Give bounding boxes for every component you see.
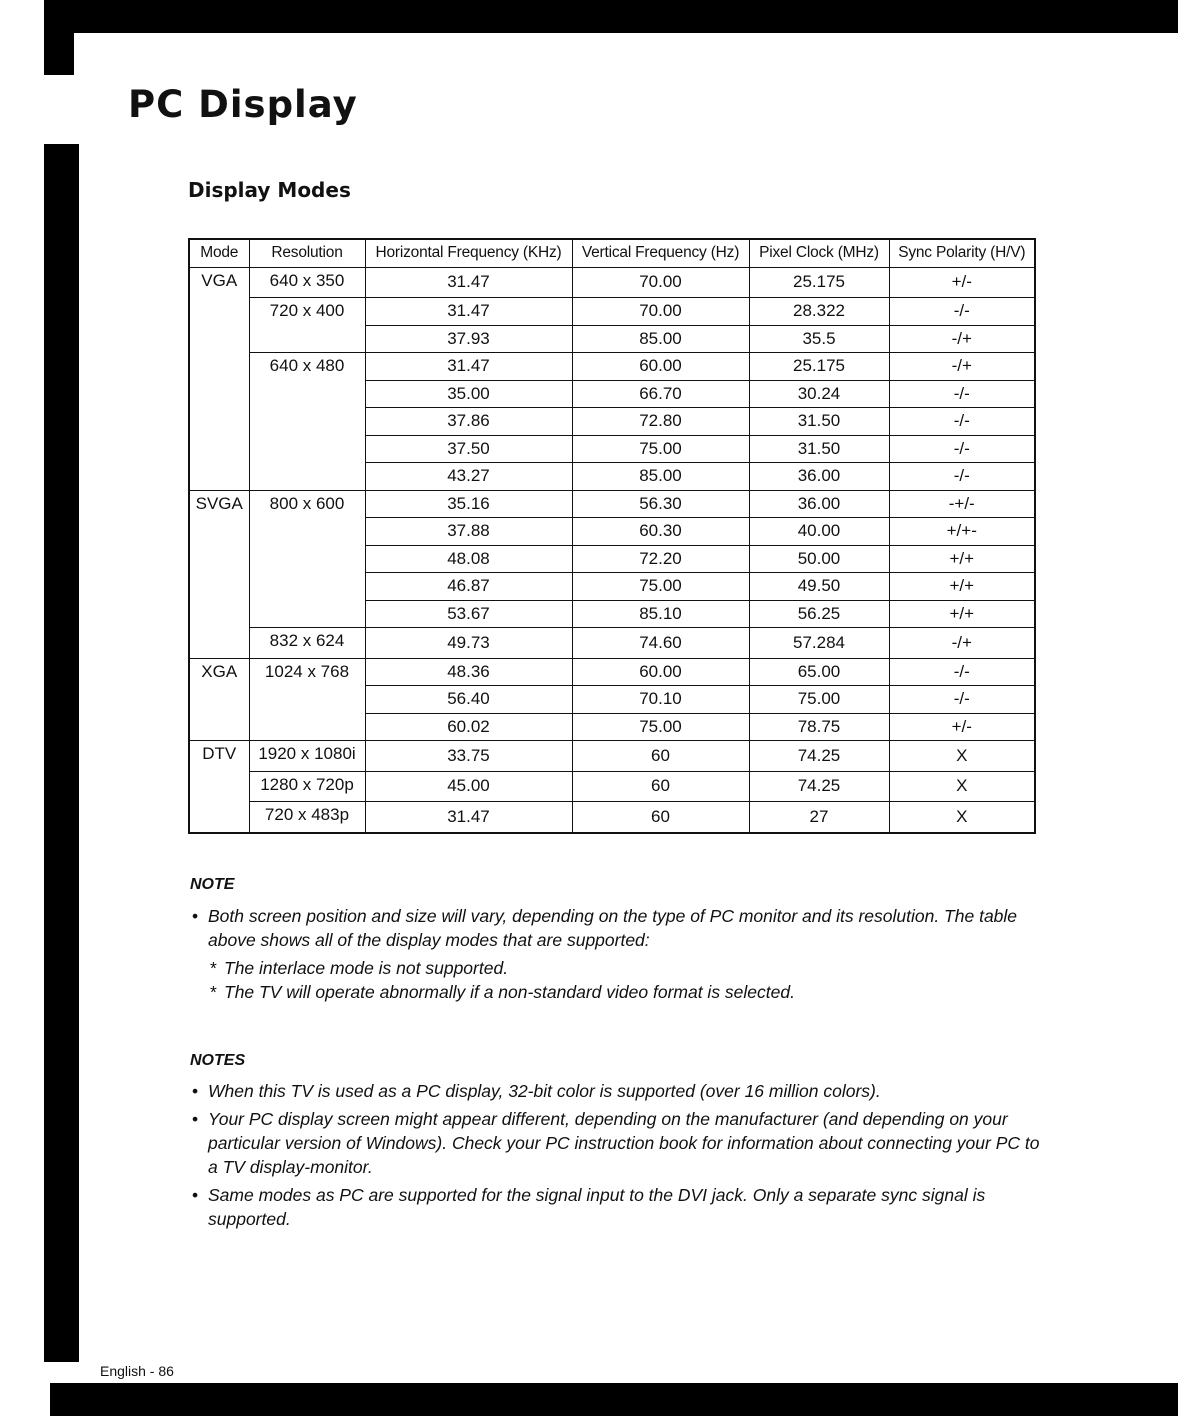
left-border-bar-top [44,0,74,75]
note-item [192,904,1042,1004]
note-text: Both screen position and size will vary, depending on the type of PC monitor and its resolution. The table above shows all of the display modes that are supported: [208,906,1018,950]
sync-polarity-cell: -/- [889,463,1035,491]
horizontal-frequency-cell: 37.88 [365,518,572,546]
pixel-clock-cell: 78.75 [749,713,889,741]
pixel-clock-cell: 74.25 [749,741,889,772]
pixel-clock-cell: 56.25 [749,600,889,628]
horizontal-frequency-cell: 33.75 [365,741,572,772]
sync-polarity-cell: -/+ [889,628,1035,659]
horizontal-frequency-cell: 31.47 [365,802,572,833]
left-border-bar [44,144,79,1362]
header-sync-polarity: Sync Polarity (H/V) [889,239,1035,267]
table-body [189,267,1035,833]
horizontal-frequency-cell: 43.27 [365,463,572,491]
header-horizontal-frequency: Horizontal Frequency (KHz) [365,239,572,267]
notes-heading: NOTES [190,1052,246,1069]
resolution-cell: 1280 x 720p [249,771,365,802]
horizontal-frequency-cell: 37.93 [365,325,572,353]
vertical-frequency-cell: 70.00 [572,267,749,298]
vertical-frequency-cell: 72.80 [572,408,749,436]
note-subitem: * The interlace mode is not supported. [208,956,1042,980]
resolution-cell: 640 x 480 [249,353,365,491]
sync-polarity-cell: +/+ [889,573,1035,601]
sync-polarity-cell: -+/- [889,490,1035,518]
sync-polarity-cell: +/- [889,713,1035,741]
vertical-frequency-cell: 56.30 [572,490,749,518]
pixel-clock-cell: 75.00 [749,686,889,714]
table-row [189,267,1035,298]
sync-polarity-cell: -/- [889,435,1035,463]
horizontal-frequency-cell: 35.00 [365,380,572,408]
pixel-clock-cell: 35.5 [749,325,889,353]
sync-polarity-cell: +/- [889,267,1035,298]
display-modes-table [188,238,1036,834]
header-vertical-frequency: Vertical Frequency (Hz) [572,239,749,267]
table-row [189,771,1035,802]
vertical-frequency-cell: 60.00 [572,658,749,686]
resolution-cell: 640 x 350 [249,267,365,298]
pixel-clock-cell: 49.50 [749,573,889,601]
header-resolution: Resolution [249,239,365,267]
sync-polarity-cell: X [889,771,1035,802]
sync-polarity-cell: X [889,802,1035,833]
sync-polarity-cell: X [889,741,1035,772]
horizontal-frequency-cell: 35.16 [365,490,572,518]
pixel-clock-cell: 30.24 [749,380,889,408]
horizontal-frequency-cell: 37.86 [365,408,572,436]
pixel-clock-cell: 25.175 [749,353,889,381]
vertical-frequency-cell: 60 [572,771,749,802]
sync-polarity-cell: +/+- [889,518,1035,546]
vertical-frequency-cell: 85.10 [572,600,749,628]
pixel-clock-cell: 50.00 [749,545,889,573]
table-row [189,658,1035,686]
pixel-clock-cell: 25.175 [749,267,889,298]
table-row [189,353,1035,381]
vertical-frequency-cell: 66.70 [572,380,749,408]
pixel-clock-cell: 40.00 [749,518,889,546]
horizontal-frequency-cell: 31.47 [365,353,572,381]
horizontal-frequency-cell: 49.73 [365,628,572,659]
resolution-cell: 800 x 600 [249,490,365,628]
pixel-clock-cell: 31.50 [749,435,889,463]
sync-polarity-cell: -/- [889,380,1035,408]
vertical-frequency-cell: 74.60 [572,628,749,659]
sync-polarity-cell: -/+ [889,353,1035,381]
notes-list [192,1079,1042,1235]
horizontal-frequency-cell: 31.47 [365,298,572,326]
sync-polarity-cell: -/- [889,686,1035,714]
sync-polarity-cell: +/+ [889,600,1035,628]
notes-item: • Your PC display screen might appear different, depending on the manufacturer (and depending on your particular version of Windows). Check your PC instruction book for information about connecting your PC to a TV display-monitor. [192,1107,1042,1179]
top-border-bar [44,0,1178,33]
mode-cell: VGA [189,267,249,490]
resolution-cell: 720 x 483p [249,802,365,833]
note-sublist [208,956,1042,1004]
horizontal-frequency-cell: 37.50 [365,435,572,463]
vertical-frequency-cell: 60.30 [572,518,749,546]
pixel-clock-cell: 36.00 [749,490,889,518]
notes-item: • Same modes as PC are supported for the signal input to the DVI jack. Only a separate sync signal is supported. [192,1183,1042,1231]
table-header-row [189,239,1035,267]
note-heading: NOTE [190,876,235,893]
vertical-frequency-cell: 60 [572,741,749,772]
vertical-frequency-cell: 70.00 [572,298,749,326]
vertical-frequency-cell: 75.00 [572,573,749,601]
sync-polarity-cell: -/- [889,298,1035,326]
horizontal-frequency-cell: 45.00 [365,771,572,802]
pixel-clock-cell: 65.00 [749,658,889,686]
resolution-cell: 1920 x 1080i [249,741,365,772]
page-title: PC Display [128,83,358,126]
vertical-frequency-cell: 85.00 [572,463,749,491]
resolution-cell: 720 x 400 [249,298,365,353]
horizontal-frequency-cell: 60.02 [365,713,572,741]
mode-cell: DTV [189,741,249,833]
note-list [192,904,1042,1008]
vertical-frequency-cell: 85.00 [572,325,749,353]
table-row [189,298,1035,326]
horizontal-frequency-cell: 48.08 [365,545,572,573]
mode-cell: SVGA [189,490,249,658]
pixel-clock-cell: 57.284 [749,628,889,659]
sync-polarity-cell: -/+ [889,325,1035,353]
vertical-frequency-cell: 75.00 [572,713,749,741]
pixel-clock-cell: 74.25 [749,771,889,802]
notes-item: • When this TV is used as a PC display, 32-bit color is supported (over 16 million colors). [192,1079,1042,1103]
section-subtitle: Display Modes [188,178,351,202]
sync-polarity-cell: +/+ [889,545,1035,573]
vertical-frequency-cell: 70.10 [572,686,749,714]
sync-polarity-cell: -/- [889,658,1035,686]
header-mode: Mode [189,239,249,267]
table-row [189,741,1035,772]
resolution-cell: 1024 x 768 [249,658,365,741]
table-row [189,628,1035,659]
table-row [189,490,1035,518]
resolution-cell: 832 x 624 [249,628,365,659]
horizontal-frequency-cell: 56.40 [365,686,572,714]
bottom-border-bar [50,1383,1178,1416]
vertical-frequency-cell: 72.20 [572,545,749,573]
table-row [189,802,1035,833]
pixel-clock-cell: 28.322 [749,298,889,326]
horizontal-frequency-cell: 46.87 [365,573,572,601]
page-footer: English - 86 [100,1363,174,1379]
horizontal-frequency-cell: 48.36 [365,658,572,686]
header-pixel-clock: Pixel Clock (MHz) [749,239,889,267]
pixel-clock-cell: 27 [749,802,889,833]
horizontal-frequency-cell: 31.47 [365,267,572,298]
mode-cell: XGA [189,658,249,741]
vertical-frequency-cell: 75.00 [572,435,749,463]
horizontal-frequency-cell: 53.67 [365,600,572,628]
vertical-frequency-cell: 60.00 [572,353,749,381]
vertical-frequency-cell: 60 [572,802,749,833]
sync-polarity-cell: -/- [889,408,1035,436]
pixel-clock-cell: 31.50 [749,408,889,436]
pixel-clock-cell: 36.00 [749,463,889,491]
note-subitem: * The TV will operate abnormally if a non-standard video format is selected. [208,980,1042,1004]
